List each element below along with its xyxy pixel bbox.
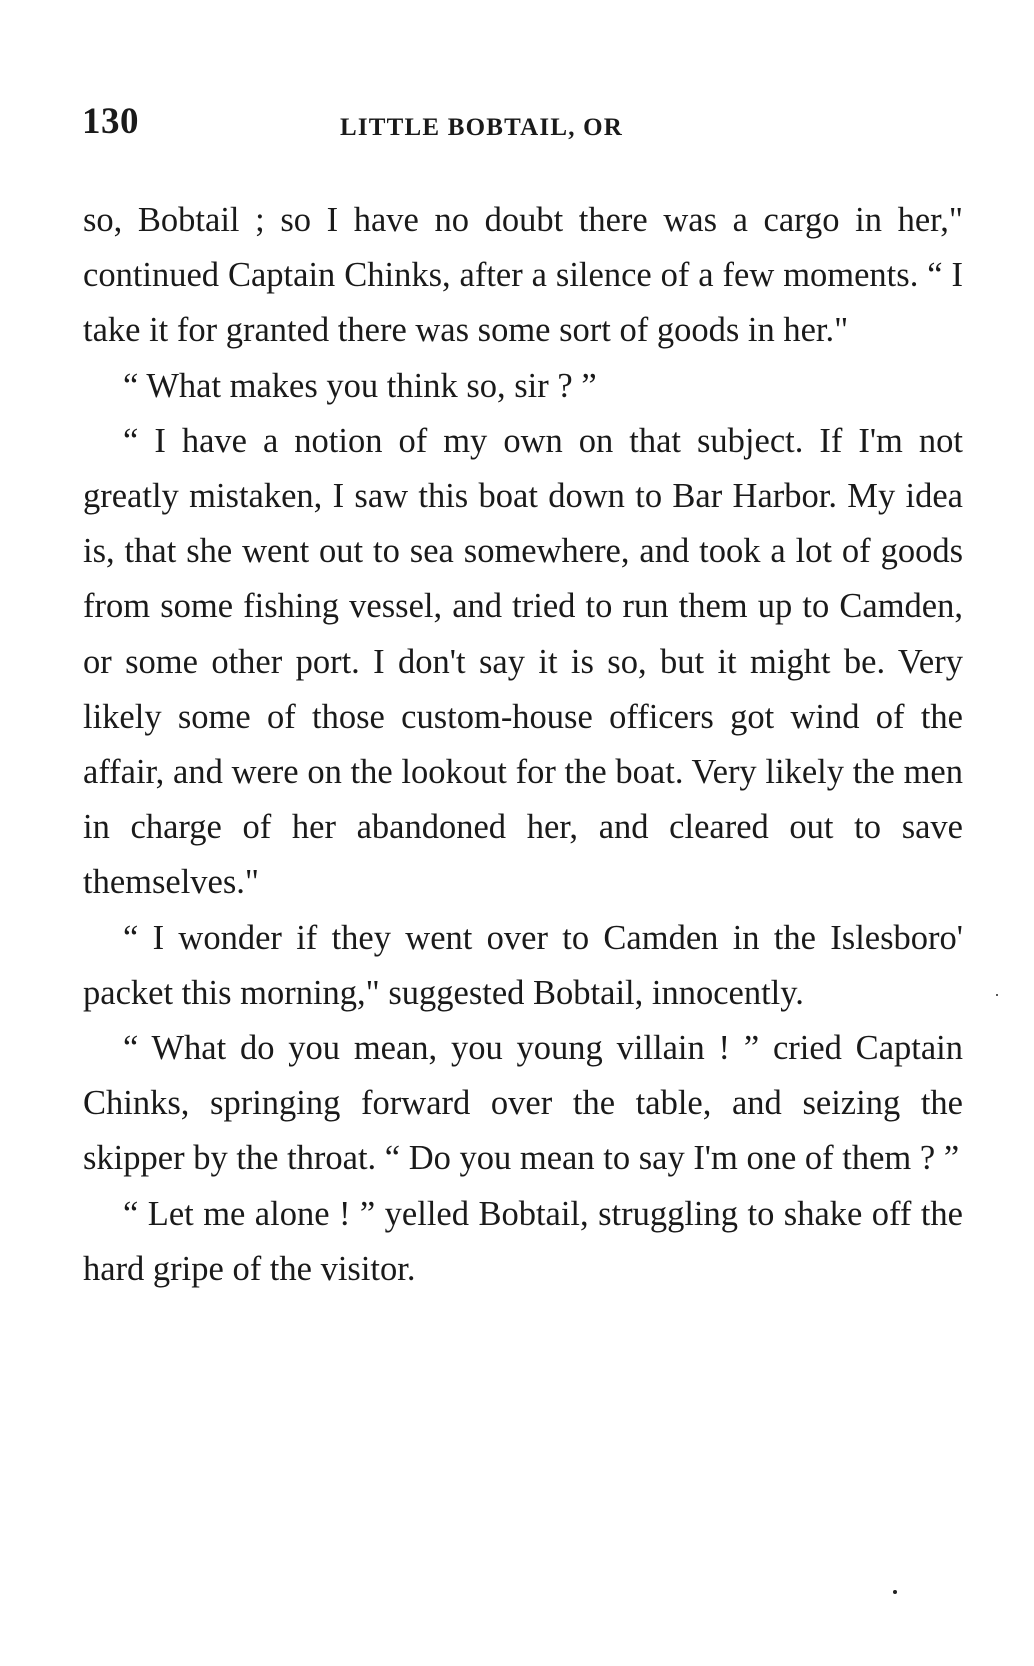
ink-speck [893, 1590, 897, 1594]
paragraph: “ What do you mean, you young villain ! ” cried Captain Chinks, springing forward over the table, and seizing the skipper by the throat. “ Do you mean to say I'm one of them ? ” [83, 1029, 963, 1178]
paragraph: “ I wonder if they went over to Camden in the Islesboro' packet this morning," suggested Bobtail, innocently. [83, 918, 963, 1012]
paragraph: “ What makes you think so, sir ? ” [123, 366, 597, 405]
body-text [83, 193, 963, 1297]
page-header [82, 100, 962, 150]
page-number: 130 [82, 101, 139, 142]
paragraph: “ I have a notion of my own on that subject. If I'm not greatly mistaken, I saw this boat down to Bar Harbor. My idea is, that she went out to sea somewhere, and took a lot of goods from some fishing vessel, and tried to run them up to Camden, or some other port. I don't say it is so, but it might be. Very likely some of those custom-house officers got wind of the affair, and were on the lookout for the boat. Very likely the men in charge of her abandoned her, and cleared out to save themselves." [83, 421, 963, 902]
paragraph: so, Bobtail ; so I have no doubt there was a cargo in her," continued Captain Chinks, after a silence of a few moments. “ I take it for granted there was some sort of goods in her." [83, 201, 963, 350]
running-title: LITTLE BOBTAIL, OR [340, 114, 624, 141]
ink-speck [996, 994, 998, 996]
paragraph: “ Let me alone ! ” yelled Bobtail, struggling to shake off the hard gripe of the visitor. [83, 1194, 963, 1288]
